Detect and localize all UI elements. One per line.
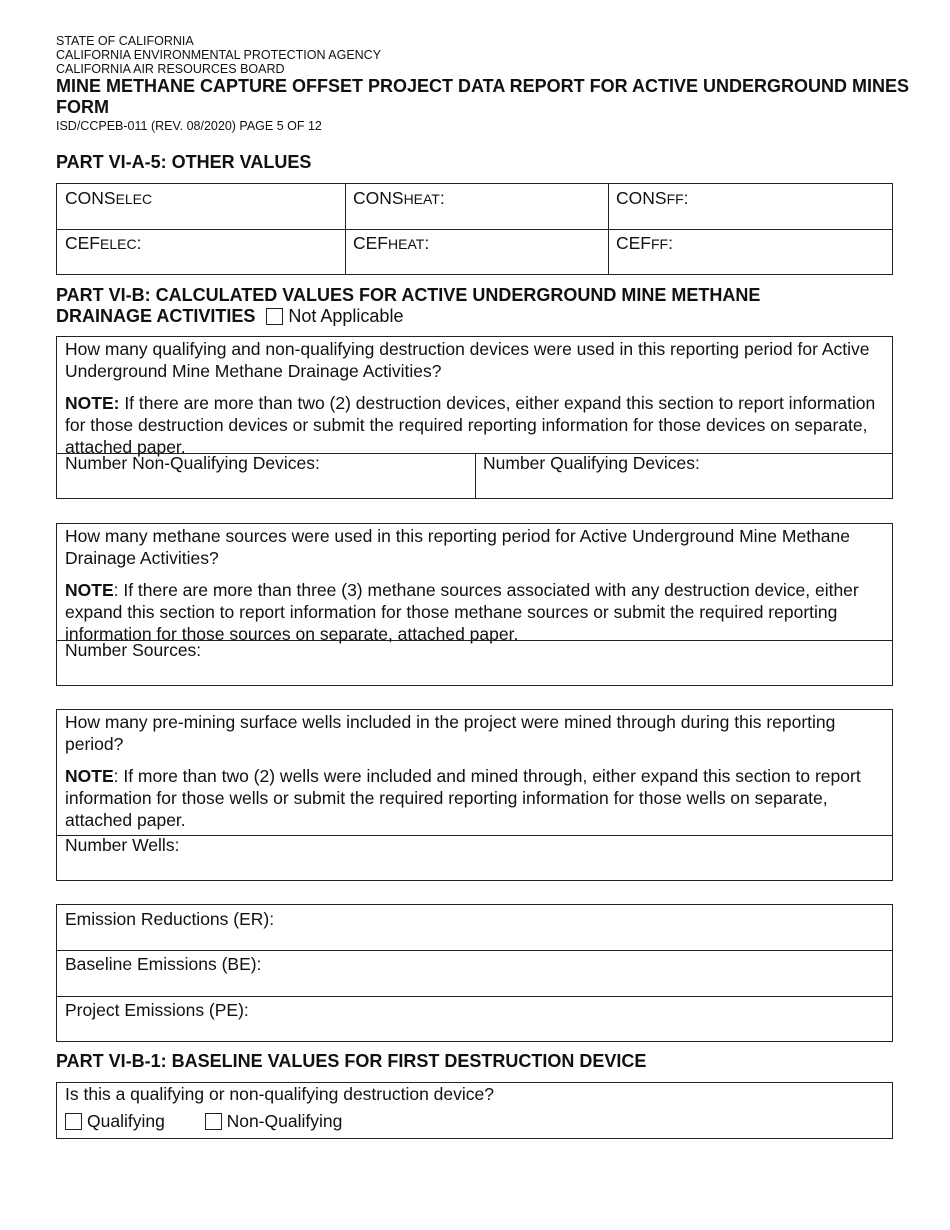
part-b-heading-line2: DRAINAGE ACTIVITIES <box>56 306 256 326</box>
sources-question: How many methane sources were used in this reporting period for Active Underground Mine Methane Drainage Activities? <box>65 526 850 568</box>
sources-note: NOTE: If there are more than three (3) methane sources associated with any destruction device, either expand this section to report information for those methane sources or submit the required reporting information for those sources on separate, attached paper. <box>65 580 859 644</box>
emission-reductions-field[interactable]: Emission Reductions (ER): <box>65 909 275 929</box>
qualifying-devices-field[interactable]: Number Qualifying Devices: <box>483 453 700 473</box>
agency-carb: CALIFORNIA AIR RESOURCES BOARD <box>56 62 285 76</box>
form-title: MINE METHANE CAPTURE OFFSET PROJECT DATA REPORT FOR ACTIVE UNDERGROUND MINES FORM <box>56 76 910 117</box>
qualifying-checkbox[interactable] <box>65 1113 82 1130</box>
other-values-table <box>56 183 893 275</box>
device-type-section <box>56 1082 893 1139</box>
baseline-emissions-field[interactable]: Baseline Emissions (BE): <box>65 954 262 974</box>
number-sources-field[interactable]: Number Sources: <box>65 640 202 660</box>
wells-question: How many pre-mining surface wells included in the project were mined through during this reporting period? <box>65 712 836 754</box>
cons-ff-field[interactable]: CONSFF: <box>616 188 689 208</box>
form-id: ISD/CCPEB-011 (REV. 08/2020) PAGE 5 OF 12 <box>56 119 322 133</box>
number-wells-field[interactable]: Number Wells: <box>65 835 180 855</box>
devices-question: How many qualifying and non-qualifying destruction devices were used in this reporting period for Active Underground Mine Methane Drainage Activities? <box>65 339 870 381</box>
non-qualifying-checkbox[interactable] <box>205 1113 222 1130</box>
part-a5-heading: PART VI-A-5: OTHER VALUES <box>56 152 312 172</box>
devices-note: NOTE: If there are more than two (2) destruction devices, either expand this section to report information for those destruction devices or submit the required reporting information for those devices on separate, attached paper. <box>65 393 876 457</box>
devices-section <box>56 336 893 499</box>
wells-note: NOTE: If more than two (2) wells were included and mined through, either expand this section to report information for those wells or submit the required reporting information for those wells on separate, attached paper. <box>65 766 861 830</box>
wells-section <box>56 709 893 881</box>
part-b1-heading: PART VI-B-1: BASELINE VALUES FOR FIRST DESTRUCTION DEVICE <box>56 1051 647 1071</box>
part-b-heading-line1: PART VI-B: CALCULATED VALUES FOR ACTIVE UNDERGROUND MINE METHANE <box>56 285 761 305</box>
sources-section <box>56 523 893 686</box>
part-b-heading <box>56 285 760 327</box>
qualifying-label: Qualifying <box>87 1111 165 1131</box>
not-applicable-label: Not Applicable <box>288 306 404 326</box>
cef-elec-field[interactable]: CEFELEC: <box>65 233 142 253</box>
cef-heat-field[interactable]: CEFHEAT: <box>353 233 430 253</box>
non-qualifying-devices-field[interactable]: Number Non-Qualifying Devices: <box>65 453 320 473</box>
cef-ff-field[interactable]: CEFFF: <box>616 233 673 253</box>
emissions-section <box>56 904 893 1042</box>
cons-elec-field[interactable]: CONSELEC <box>65 188 153 208</box>
project-emissions-field[interactable]: Project Emissions (PE): <box>65 1000 249 1020</box>
agency-calepa: CALIFORNIA ENVIRONMENTAL PROTECTION AGENCY <box>56 48 382 62</box>
non-qualifying-label: Non-Qualifying <box>226 1111 343 1131</box>
agency-state: STATE OF CALIFORNIA <box>56 34 194 48</box>
device-type-question: Is this a qualifying or non-qualifying destruction device? <box>65 1084 494 1104</box>
not-applicable-checkbox[interactable] <box>266 308 283 325</box>
cons-heat-field[interactable]: CONSHEAT: <box>353 188 445 208</box>
